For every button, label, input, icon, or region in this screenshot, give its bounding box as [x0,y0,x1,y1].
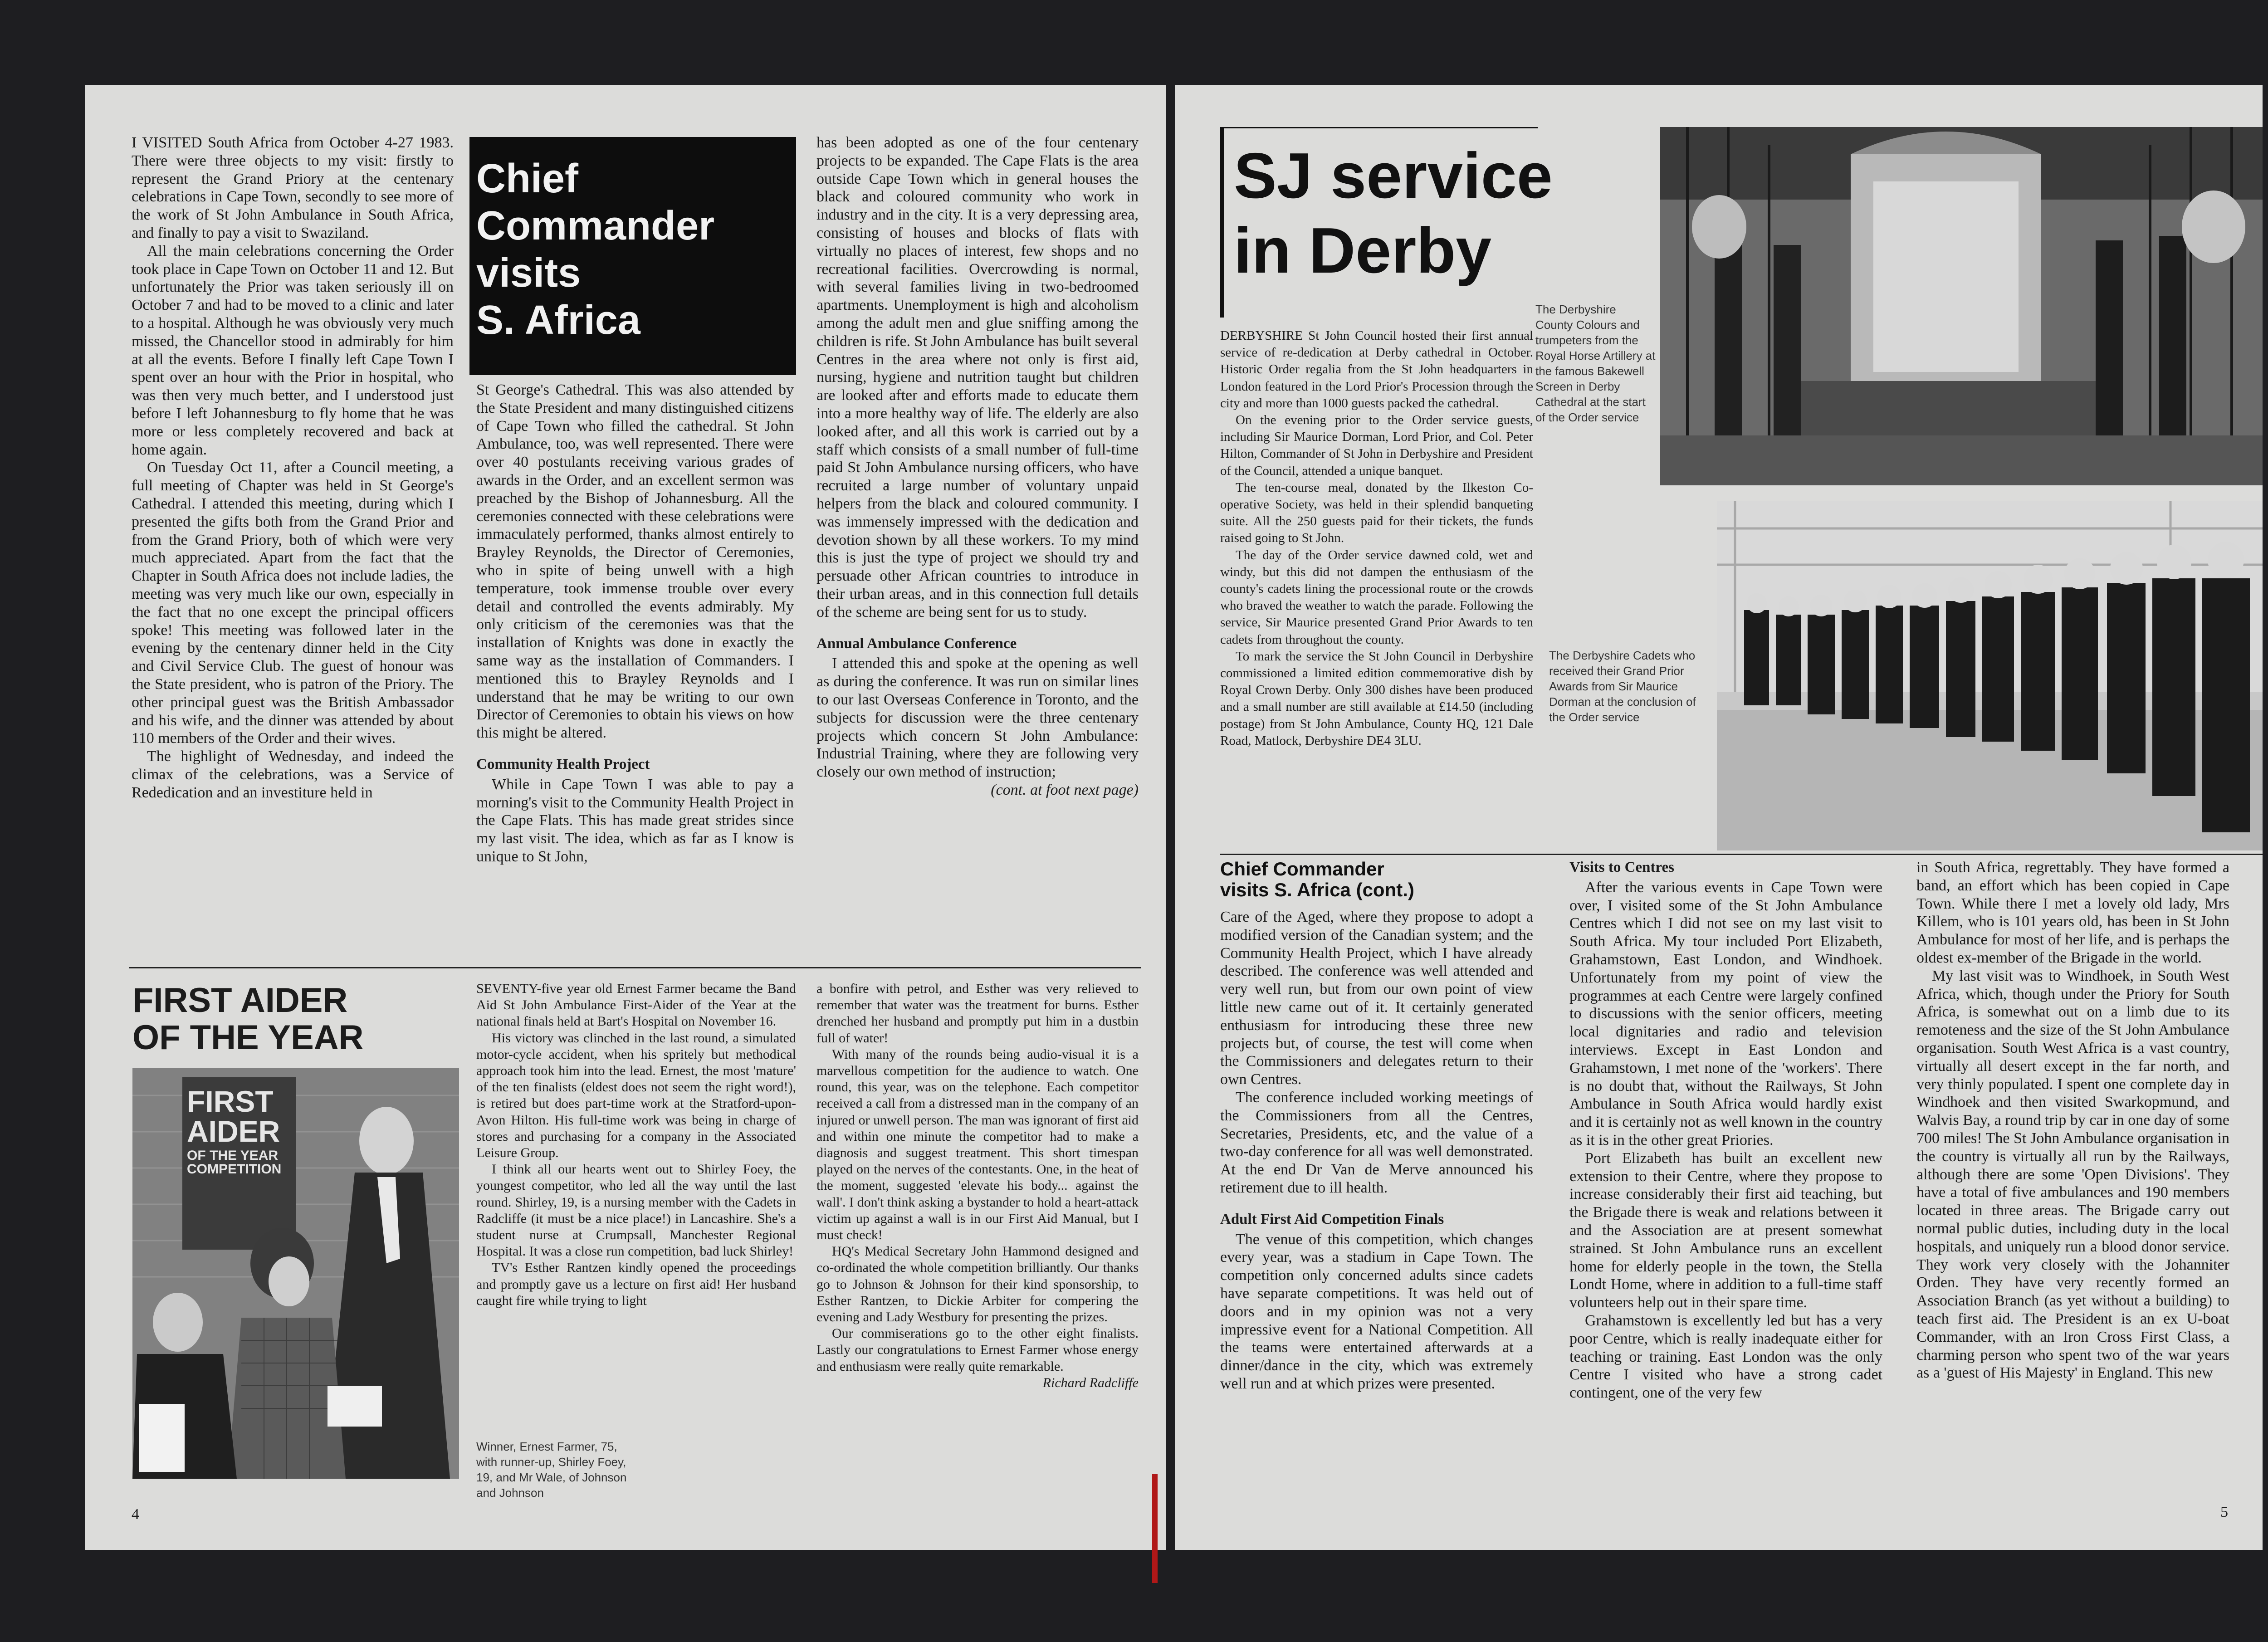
ambulance-conference-heading: Annual Ambulance Conference [816,635,1017,652]
chief-cont-title: Chief Commander visits S. Africa (cont.) [1220,858,1414,900]
page-number-left: 4 [132,1506,139,1523]
section-divider [129,967,1141,968]
visits-to-centres-heading: Visits to Centres [1569,859,1674,875]
chief-cont-column-3: in South Africa, regrettably. They have formed a band, an effort which has been copied in Cape Town. While there I met a lovely old lady, Mrs Killem, who is 101 years old, has been in St John Ambulance for most of her life, and is perhaps the oldest ex-member of the Brigade in the world. My last visit was to Windhoek, in South West Africa, which, though under the Priory for South Africa, is somewhat out on a limb due to its remoteness and the size of the St John Ambulance organisation. South West Africa is a vast country, virtually all desert except in the far north, and very thinly populated. I spent one complete day in Windhoek and then visited Swarkopmund, and Walvis Bay, a round trip by car in one day of some 700 miles! The St John Ambulance organisation in the country is virtually all run by the Railways, although there are some 'Open Divisions'. They have a total of five ambulances and 190 members located in three areas. The Brigade carry out normal public duties, including duty in the local hospitals, and uniquely run a blood donor service. They work very closely with the Johanniter Orden. They have very recently formed an Association Branch (as yet without a building) to teach first aid. The President is an ex U-boat Commander, with an Iron Cross First Class, a charming person who spent two of the war years as a 'guest of His Majesty' in England. This new [1916,859,2229,1382]
community-health-heading: Community Health Project [476,756,650,772]
chief-article-column-1: I VISITED South Africa from October 4-27 1983. There were three objects to my visit: firstly to represent the Grand Priory at the centenary celebrations in Cape Town, secondly to see more of the work of St John Ambulance in South Africa, and finally to pay a visit to Swaziland. All the main celebrations concerning the Order took place in Cape Town on October 11 and 12. But unfortunately the Prior was taken seriously ill on October 7 and had to be moved to a clinic and later to a hospital. Although he was obviously very much missed, the Chancellor stood in admirably for him at all the events. Before I finally left Cape Town I spent over an hour with the Prior in hospital, who was then very much better, and I understood just before I left Johannesburg to fly home that he was more or less completely recovered and back at home again. On Tuesday Oct 11, after a Council meeting, a full meeting of Chapter was held in St George's Cathedral. I attended this meeting, during which I presented the gifts both from the Grand Prior and from the Grand Priory, both of which were very much appreciated. Apart from the fact that the Chapter in South Africa does not include ladies, the meeting was very much like our own, especially in the fact that no one except the principal officers spoke! This meeting was followed later in the evening by the centenary dinner held in the City and Civil Service Club. The guest of honour was the State president, who is patron of the Priory. The other principal guest was the British Ambassador and his wife, and the dinner was attended by about 110 members of the Order and their wives. The highlight of Wednesday, and indeed the climax of the celebrations, was a Service of Rededication and an investiture held in [132,134,454,801]
chief-cont-column-1: Care of the Aged, where they propose to adopt a modified version of the Canadian system; and the Community Health Project, which I have already described. The conference was well attended and very well run, but from our own point of view little new came out of it. It certainly generated enthusiasm for introducing these three new projects but, of course, the test will come when the Commissioners and delegates return to their own Centres. The conference included working meetings of the Commissioners from all the Centres, Secretaries, Presidents, etc, and the value of a two-day conference for all was well demonstrated. At the end Dr Van de Merve announced his retirement due to ill health. Adult First Aid Competition Finals The venue of this competition, which changes every year, was a stadium in Cape Town. The competition only concerned adults since cadets have separate competitions. It was held out of doors and in my opinion was not a very impressive event for a National Competition. All the teams were entertained afterwards at a dinner/dance in the city, which was extremely well run and at which prizes were presented. [1220,909,1533,1392]
first-aider-column-2: a bonfire with petrol, and Esther was very relieved to remember that water was the treatment for burns. Esther drenched her husband and promptly put him in a dustbin full of water! With many of the rounds being audio-visual it is a marvellous competition for the audience to watch. One round, this year, was on the telephone. Each competitor received a call from a distressed man in the company of an injured or unwell person. The man was ignorant of first aid and within one minute the competitor had to make a diagnosis and suggest treatment. This short timespan played on the nerves of the contestants. One, in the heat of the moment, suggested 'elevate his body... against the wall'. I don't think asking a bystander to hold a heart-attack victim up against a wall is in our First Aid Manual, but I must check! HQ's Medical Secretary John Hammond designed and co-ordinated the whole competition brilliantly. Our thanks go to Johnson & Johnson for their kind sponsorship, to Esther Rantzen, to Dickie Arbiter for compering the evening and Lady Westbury for presenting the prizes. Our commiserations go to the other eight finalists. Lastly our congratulations to Ernest Farmer whose energy and enthusiasm were really quite remarkable. Richard Radcliffe [816,981,1139,1391]
first-aider-photo [132,1068,459,1479]
cathedral-drawing [1660,127,2263,485]
continued-note: (cont. at foot next page) [991,781,1139,798]
first-aider-caption: Winner, Ernest Farmer, 75, with runner-up, Shirley Foey, 19, and Mr Wale, of Johnson and Johnson [476,1440,627,1500]
adult-competition-heading: Adult First Aid Competition Finals [1220,1211,1444,1227]
chief-cont-column-2: Visits to Centres After the various events in Cape Town were over, I visited some of the St John Ambulance Centres which I did not see on my last visit to South Africa. My tour included Port Elizabeth, Grahamstown, East London, and Windhoek. Unfortunately from my point of view the programmes at each Centre were largely confined to discussions with the senior officers, meeting local dignitaries and radio and television interviews. Except in East London and Grahamstown, I met none of the 'workers'. There is no doubt that, without the Railways, St John Ambulance in South Africa would hardly exist and it is certainly not as well known in the country as it is in the other great Priories. Port Elizabeth has built an excellent new extension to their Centre, where they propose to increase considerably their first aid teaching, but the Brigade there is weak and relations between it and the Association are at present somewhat strained. St John Ambulance runs an excellent home for elderly people in the town, the Stella Londt Home, where in addition to a full-time staff volunteers help out in their spare time. Grahamstown is excellently led but has a very poor Centre, which is really inadequate either for teaching or training. East London was the only Centre I visited who have a strong cadet contingent, one of the very few [1569,859,1882,1402]
page-number-right: 5 [2220,1504,2228,1520]
derby-article-body: DERBYSHIRE St John Council hosted their first annual service of re-dedication at Derby cathedral in October. Historic Order regalia from the St John headquarters in London featured in the Lord Prior's Procession through the city and more than 1000 guests packed the cathedral. On the evening prior to the Order service guests, including Sir Maurice Dorman, Lord Prior, and Col. Peter Hilton, Commander of St John in Derbyshire and President of the Council, attended a unique banquet. The ten-course meal, donated by the Ilkeston Co-operative Society, was held in their splendid banqueting suite. All the 250 guests paid for their tickets, the funds raised going to St John. The day of the Order service dawned cold, wet and windy, but this did not dampen the enthusiasm of the county's cadets lining the processional route or the crowds who braved the weather to watch the parade. Following the service, Sir Maurice presented Grand Prior Awards to ten cadets from throughout the county. To mark the service the St John Council in Derbyshire commissioned a limited edition commemorative dish by Royal Crown Derby. Only 300 dishes have been produced and a small number are still available at £14.50 (including postage) from St John Ambulance, County HQ, 121 Dale Road, Matlock, Derbyshire DE4 3LU. [1220,328,1533,748]
cadets-caption: The Derbyshire Cadets who received their Grand Prior Awards from Sir Maurice Dorman at the conclusion of the Order service [1549,649,1696,724]
first-aider-column-1: SEVENTY-five year old Ernest Farmer became the Band Aid St John Ambulance First-Aider of the Year at the national finals held at Bart's Hospital on November 16. His victory was clinched in the last round, a simulated motor-cycle accident, when his spritely but methodical approach took him into the lead. Ernest, the most 'mature' of the ten finalists (eldest does not seem the right word!), is retired but does part-time work at the Stratford-upon-Avon Hilton. His full-time work was being in charge of stores and purchasing for a company in the Associated Leisure Group. I think all our hearts went out to Shirley Foey, the youngest competitor, who led all the way until the last round. Shirley, 19, is a nursing member with the Cadets in Radcliffe (it must be a nice place!) in Lancashire. She's a student nurse at Crumpsall, Manchester Regional Hospital. It was a close run competition, bad luck Shirley! TV's Esther Rantzen kindly opened the proceedings and promptly gave us a lecture on first aid! Her husband caught fire while trying to light [476,981,796,1308]
poster-text: FIRST AIDER OF THE YEAR COMPETITION [187,1085,282,1177]
cadets-photo [1717,501,2263,850]
chief-article-column-3: has been adopted as one of the four centenary projects to be expanded. The Cape Flats is the area outside Cape Town which in general houses the black and coloured community who work in industry and in the city. It is a very depressing area, consisting of houses and blocks of flats with virtually no places of interest, few shops and no recreational facilities. Overcrowding is normal, with several families living in two-bedroomed apartments. Unemployment is high and alcoholism among the adult men and glue sniffing among the children is rife. St John Ambulance has built several Centres in the area where not only is first aid, nursing, hygiene and nutrition taught but children are looked after and efforts made to educate them into a more healthy way of life. The elderly are also looked after, and all this work is carried out by a staff which consists of a small number of full-time paid St John Ambulance nursing officers, who have recruited a large number of voluntary unpaid helpers from the black and coloured community. I was immensely impressed with the dedication and devotion shown by all these workers. To my mind this is just the type of project we should try and persuade other African countries to introduce in their urban areas, and in this connection full details of the scheme are being sent for us to study. Annual Ambulance Conference I attended this and spoke at the opening as well as during the conference. It was run on similar lines to our last Overseas Conference in Toronto, and the subjects for discussion were the three centenary projects which concern St John Ambulance: Industrial Training, where they are following very closely our own method of instruction; (cont. at foot next page) [816,134,1139,798]
author-name: Richard Radcliffe [1042,1375,1139,1390]
cadets-drawing [1717,501,2263,850]
chief-commander-title: Chief Commander visits S. Africa [469,137,796,375]
derby-title: SJ service in Derby [1234,140,1553,287]
photo-drawing [132,1068,459,1479]
cont-divider [1220,854,2263,855]
spine-ribbon [1152,1474,1158,1583]
chief-article-column-2: St George's Cathedral. This was also attended by the State President and many distinguished citizens of Cape Town who filled the cathedral. St John Ambulance, too, was well represented. There were over 40 postulants receiving various grades of awards in the Order, and an excellent sermon was preached by the Bishop of Johannesburg. All the ceremonies connected with these celebrations were immaculately performed, thanks almost entirely to Brayley Reynolds, the Director of Ceremonies, who in spite of being unwell with a high temperature, took immense trouble over every detail and controlled the events admirably. My only criticism of the ceremonies was that the installation of Knights was done in exactly the same way as the installation of Commanders. I mentioned this to Brayley Reynolds and I understand that he may be writing to our own Director of Ceremonies to obtain his views on how this might be altered. Community Health Project While in Cape Town I was able to pay a morning's visit to the Community Health Project in the Cape Flats. This has made great strides since my last visit. The idea, which as far as I know is unique to St John, [476,381,794,865]
first-aider-title: FIRST AIDER OF THE YEAR [132,981,364,1057]
cathedral-caption: The Derbyshire County Colours and trumpeters from the Royal Horse Artillery at the famous Bakewell Screen in Derby Cathedral at the start of the Order service [1535,303,1656,424]
cathedral-photo [1660,127,2263,485]
